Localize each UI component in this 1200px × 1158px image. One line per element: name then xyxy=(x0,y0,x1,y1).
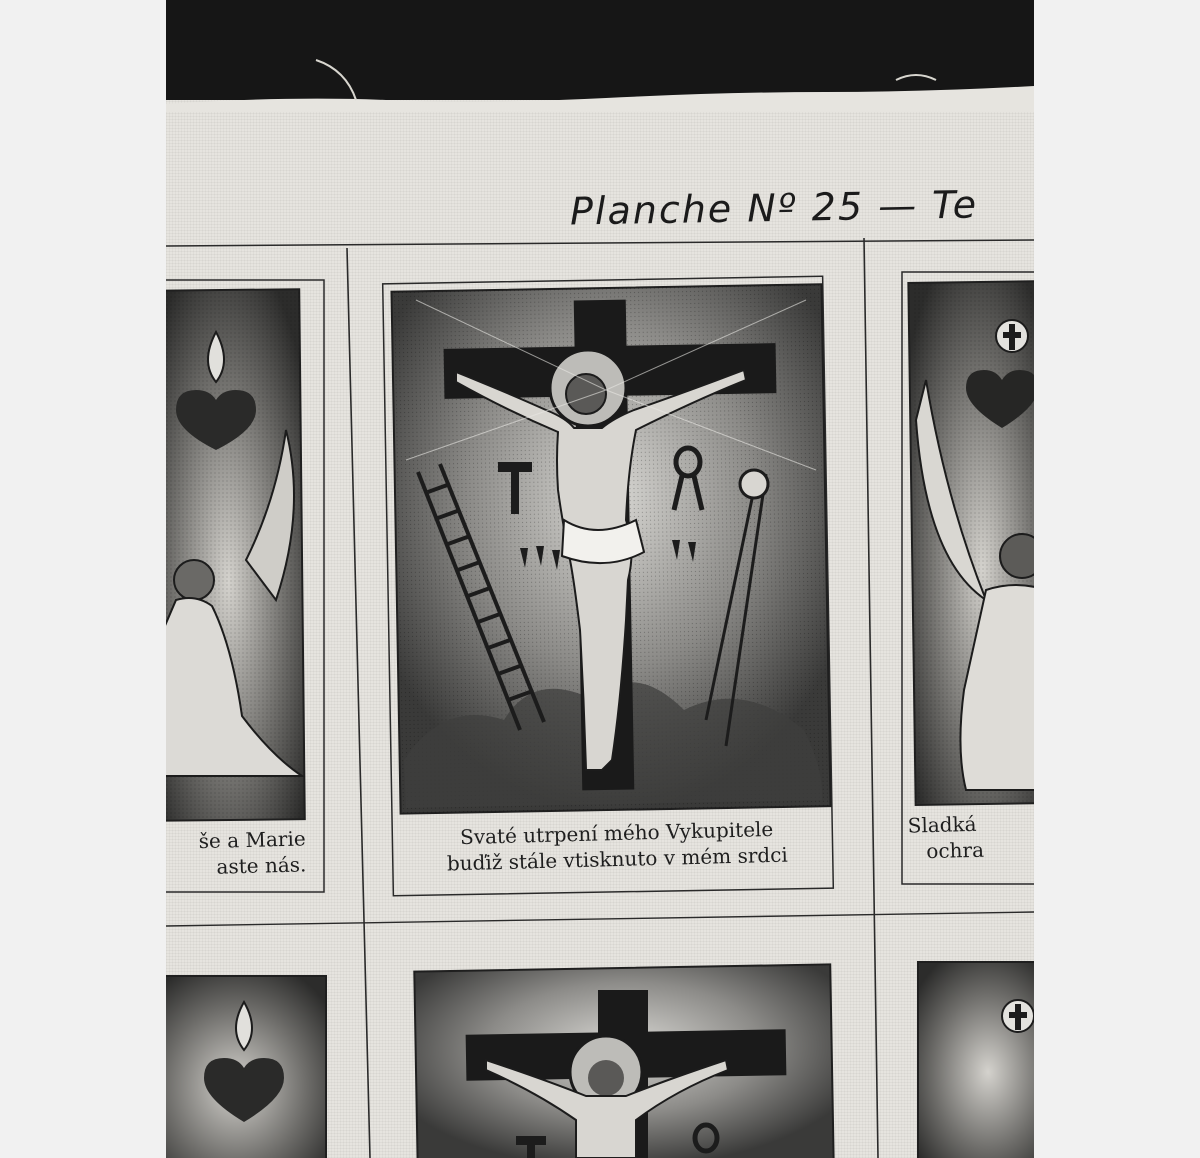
frayed-edge xyxy=(166,86,1034,112)
caption-line: Sladká xyxy=(907,811,977,838)
heading-rule xyxy=(166,240,1034,246)
caption-line: ochra xyxy=(926,837,985,864)
center-card xyxy=(383,276,834,896)
grid-line-v1 xyxy=(347,248,370,1158)
second-row xyxy=(166,962,1034,1158)
grid-line-v2 xyxy=(864,238,878,1158)
row2-right-frame xyxy=(918,962,1034,1158)
center-card-caption xyxy=(409,815,824,878)
plate-heading: Planche Nº 25 — Te xyxy=(569,182,979,234)
caption-line: še a Marie xyxy=(198,826,306,854)
sheet-artwork xyxy=(166,0,1034,1158)
caption-line: aste nás. xyxy=(216,852,307,879)
right-card xyxy=(902,272,1034,884)
photo xyxy=(166,0,1034,1158)
caption-line: Svaté utrpení mého Vykupitele xyxy=(459,816,774,850)
grid-line-h xyxy=(166,912,1034,926)
left-card-caption xyxy=(166,825,307,882)
caption-line: buďiž stále vtisknuto v mém srdci xyxy=(446,842,789,876)
left-card xyxy=(166,280,324,892)
right-card-caption xyxy=(907,807,1034,864)
